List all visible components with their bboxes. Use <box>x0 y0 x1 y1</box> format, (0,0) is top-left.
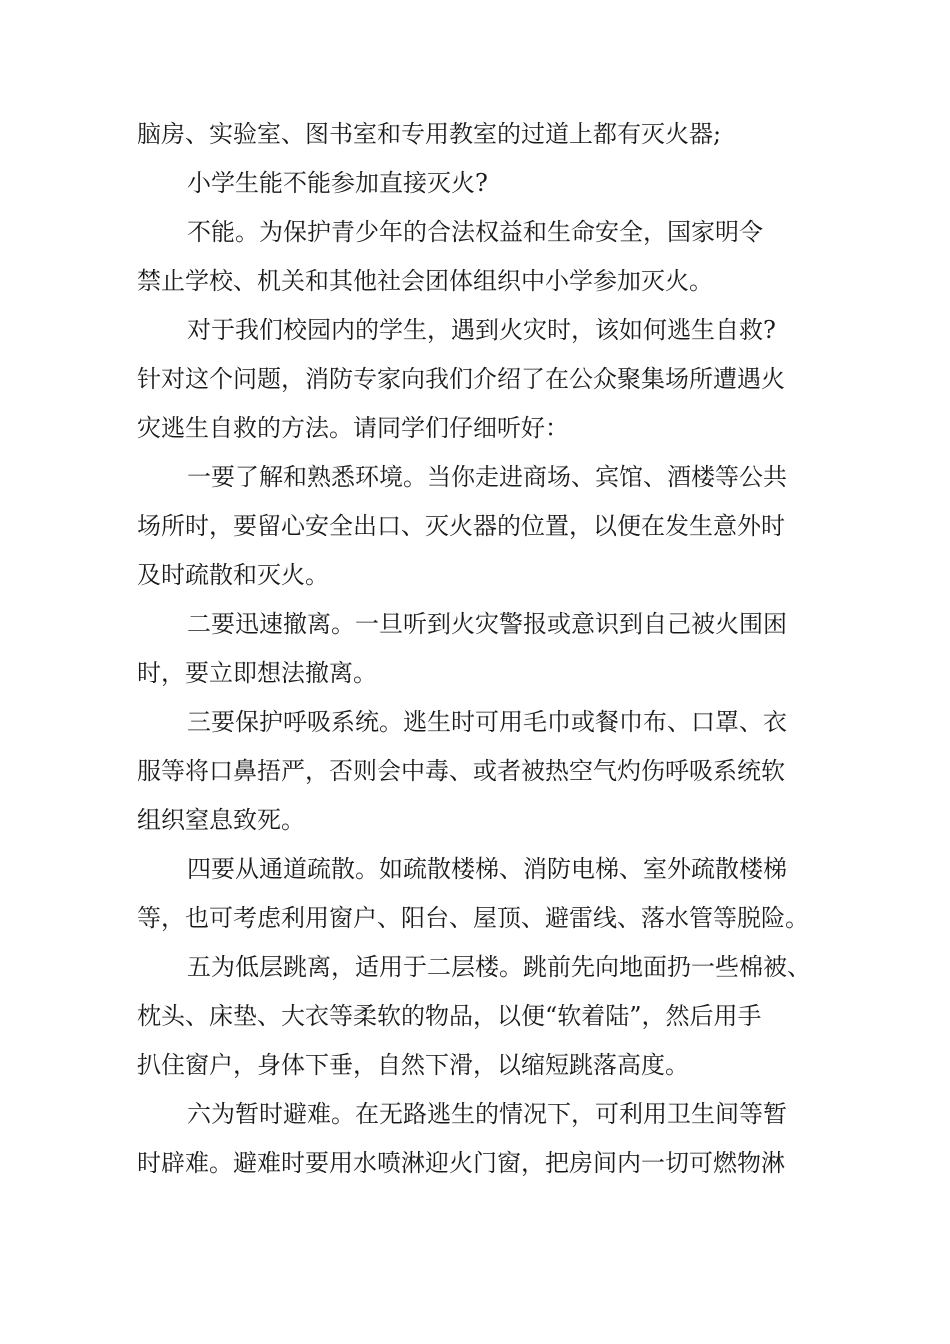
text-line: 六为暂时避难。在无路逃生的情况下，可利用卫生间等暂 <box>187 1100 787 1128</box>
text-line: 扒住窗户，身体下垂，自然下滑，以缩短跳落高度。 <box>137 1051 689 1079</box>
text-line: 对于我们校园内的学生，遇到火灾时，该如何逃生自救? <box>187 316 776 344</box>
text-line: 灾逃生自救的方法。请同学们仔细听好： <box>137 414 569 442</box>
document-body <box>137 110 837 1188</box>
text-line: 脑房、实验室、图书室和专用教室的过道上都有灭火器; <box>137 120 722 148</box>
text-line: 针对这个问题，消防专家向我们介绍了在公众聚集场所遭遇火 <box>137 365 785 393</box>
text-line: 三要保护呼吸系统。逃生时可用毛巾或餐巾布、口罩、衣 <box>187 708 787 736</box>
text-line: 场所时，要留心安全出口、灭火器的位置，以便在发生意外时 <box>137 512 785 540</box>
text-line: 枕头、床垫、大衣等柔软的物品，以便“软着陆”，然后用手 <box>137 1002 762 1030</box>
text-line: 二要迅速撤离。一旦听到火灾警报或意识到自己被火围困 <box>187 610 787 638</box>
text-line: 时，要立即想法撤离。 <box>137 659 377 687</box>
text-line: 等，也可考虑利用窗户、阳台、屋顶、避雷线、落水管等脱险。 <box>137 904 809 932</box>
text-line: 组织窒息致死。 <box>137 806 305 834</box>
text-line: 及时疏散和灭火。 <box>137 561 329 589</box>
text-line: 五为低层跳离，适用于二层楼。跳前先向地面扔一些棉被、 <box>187 953 811 981</box>
text-line: 禁止学校、机关和其他社会团体组织中小学参加灭火。 <box>137 267 713 295</box>
text-line: 时辟难。避难时要用水喷淋迎火门窗，把房间内一切可燃物淋 <box>137 1149 785 1177</box>
text-line: 服等将口鼻捂严，否则会中毒、或者被热空气灼伤呼吸系统软 <box>137 757 785 785</box>
text-line: 小学生能不能参加直接灭火? <box>187 169 488 197</box>
text-line: 四要从通道疏散。如疏散楼梯、消防电梯、室外疏散楼梯 <box>187 855 787 883</box>
text-line: 不能。为保护青少年的合法权益和生命安全，国家明令 <box>187 218 763 246</box>
text-line: 一要了解和熟悉环境。当你走进商场、宾馆、酒楼等公共 <box>187 463 787 491</box>
